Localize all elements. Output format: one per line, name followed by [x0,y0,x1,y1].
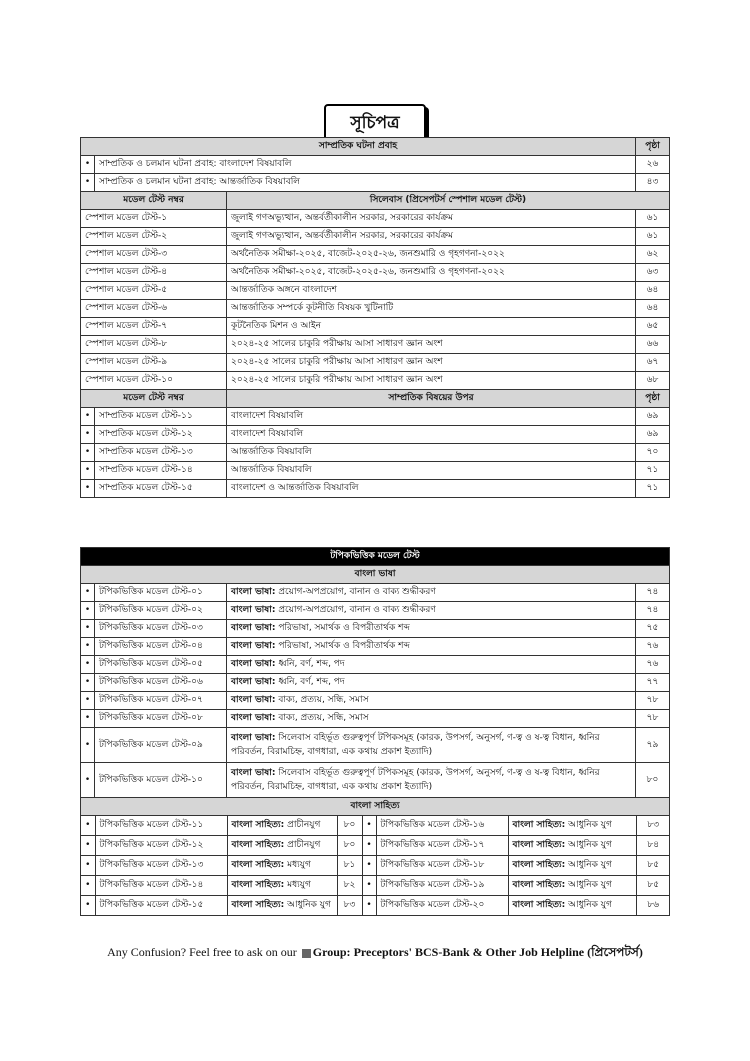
test-syllabus: অর্থনৈতিক সমীক্ষা-২০২৫, বাজেট-২০২৫-২৬, জনশুমারি ও গৃহগণনা-২০২২ [227,246,636,264]
footer-group-label: Group: [312,945,351,959]
table-row [81,876,670,896]
table-row[interactable] [81,656,670,674]
bullet-icon: • [81,856,95,875]
test-syllabus: ২০২৪-২৫ সালের চাকুরি পরীক্ষায় আসা সাধারণ জ্ঞান অংশ [227,354,636,372]
test-name: টপিকভিত্তিক মডেল টেস্ট-০৯ [95,728,227,763]
literature-row-cell [81,816,670,836]
test-subject: বাংলাদেশ ও আন্তর্জাতিক বিষয়াবলি [227,480,636,498]
page-number: ৮০ [337,836,362,855]
bullet-icon: • [81,710,95,728]
test-topic [227,710,636,728]
page-number: ৮৩ [337,896,362,915]
literature-pair[interactable] [81,816,670,835]
test-name: টপিকভিত্তিক মডেল টেস্ট-১৪ [95,876,227,895]
footer-group-name[interactable]: Preceptors' BCS-Bank & Other Job Helpline (প্রিসেপটর্স) [353,945,643,959]
test-name: টপিকভিত্তিক মডেল টেস্ট-১৩ [95,856,227,875]
page-number: ৬৬ [636,336,670,354]
topic-prefix: বাংলা ভাষা: [231,587,276,597]
test-topic [508,816,636,835]
table-row[interactable] [81,246,670,264]
page-title: সূচিপত্র [324,104,425,144]
topic-prefix: বাংলা ভাষা: [231,677,276,687]
topic-text: পরিভাষা, সমার্থক ও বিপরীতার্থক শব্দ [278,623,410,633]
topic-text: সিলেবাস বহির্ভূত গুরুত্বপূর্ণ টপিকসমূহ (কারক, উপসর্গ, অনুসর্গ, ণ-ত্ব ও ষ-ত্ব বিধান, ধ্বনির পরিবর্তন, বিরামচিহ্ন, বাগধারা, এক কথায় প্রকাশ ইত্যাদি) [231,733,600,757]
page-number: ৮০ [636,763,670,798]
topic-prefix: বাংলা ভাষা: [231,605,276,615]
table-row[interactable] [81,728,670,763]
bullet-icon: • [81,602,95,620]
section-header-text: টপিকভিত্তিক মডেল টেস্ট [81,548,670,566]
topic-prefix: বাংলা ভাষা: [231,695,276,705]
test-topic [227,602,636,620]
topic-prefix: বাংলা সাহিত্য: [512,860,566,870]
test-name: সাম্প্রতিক মডেল টেস্ট-১৫ [95,480,227,498]
bullet-icon: • [81,620,95,638]
literature-row-table [81,836,670,855]
table-row[interactable] [81,763,670,798]
topic-text: আধুনিক যুগ [568,840,612,850]
literature-row-table [81,816,670,835]
literature-row-cell [81,856,670,876]
bullet-icon: • [81,426,95,444]
table-row[interactable] [81,444,670,462]
table-row[interactable] [81,692,670,710]
table-row[interactable] [81,462,670,480]
literature-row-cell [81,876,670,896]
test-syllabus: আন্তর্জাতিক সম্পর্কে কূটনীতি বিষয়ক খুটিনাটি [227,300,636,318]
test-name: টপিকভিত্তিক মডেল টেস্ট-১৮ [376,856,508,875]
test-syllabus: ২০২৪-২৫ সালের চাকুরি পরীক্ষায় আসা সাধারণ জ্ঞান অংশ [227,336,636,354]
test-topic [227,763,636,798]
test-topic [227,856,337,875]
page-number: ৬৫ [636,318,670,336]
test-topic [227,836,337,855]
page-number: ৮১ [337,856,362,875]
page-number: ৬৯ [636,408,670,426]
page-column-header: পৃষ্ঠা [636,138,670,156]
contents-table-current [80,137,670,498]
topic-text: পরিভাষা, সমার্থক ও বিপরীতার্থক শব্দ [278,641,410,651]
bullet-icon: • [81,462,95,480]
table-row[interactable] [81,264,670,282]
table-row[interactable] [81,318,670,336]
topic-text: প্রয়োগ-অপপ্রয়োগ, বানান ও বাক্য শুদ্ধীকরণ [278,605,436,615]
test-name: টপিকভিত্তিক মডেল টেস্ট-১৯ [376,876,508,895]
bullet-icon: • [81,728,95,763]
page-number: ৮৫ [636,876,670,895]
test-topic [227,656,636,674]
test-name: টপিকভিত্তিক মডেল টেস্ট-০৩ [95,620,227,638]
page-number: ৬৮ [636,372,670,390]
test-syllabus: জুলাই গণঅভ্যুত্থান, অন্তর্বর্তীকালীন সরকার, সরকারের কার্যক্রম [227,210,636,228]
topic-text: ধ্বনি, বর্ণ, শব্দ, পদ [278,659,345,669]
table-row[interactable] [81,228,670,246]
table-row[interactable] [81,710,670,728]
literature-row-table [81,896,670,915]
page-number: ৭৮ [636,710,670,728]
page-number: ৭৪ [636,602,670,620]
topic-text: বাক্য, প্রত্যয়, সন্ধি, সমাস [278,695,369,705]
literature-row-cell [81,836,670,856]
test-name: সাম্প্রতিক মডেল টেস্ট-১১ [95,408,227,426]
test-name: টপিকভিত্তিক মডেল টেস্ট-০৪ [95,638,227,656]
topic-text: আধুনিক যুগ [568,820,612,830]
test-subject: বাংলাদেশ বিষয়াবলি [227,408,636,426]
bullet-icon: • [81,692,95,710]
test-name: স্পেশাল মডেল টেস্ট-২ [81,228,227,246]
bullet-icon: • [81,174,95,192]
topic-text: আধুনিক যুগ [568,860,612,870]
bullet-icon: • [81,584,95,602]
test-name: টপিকভিত্তিক মডেল টেস্ট-১০ [95,763,227,798]
test-topic [227,728,636,763]
literature-pair[interactable] [81,896,670,915]
topic-prefix: বাংলা সাহিত্য: [231,880,285,890]
bullet-icon: • [81,638,95,656]
contents-table-topic [80,547,670,916]
table-row[interactable] [81,426,670,444]
topic-text: মধ্যযুগ [287,880,311,890]
bullet-icon: • [81,444,95,462]
page-number: ৬৯ [636,426,670,444]
page-number: ৬১ [636,210,670,228]
table-row[interactable] [81,354,670,372]
bullet-icon: • [362,876,376,895]
bullet-icon: • [81,896,95,915]
footer [0,944,750,964]
test-name: স্পেশাল মডেল টেস্ট-১ [81,210,227,228]
page-number: ৮৩ [636,816,670,835]
literature-pair[interactable] [81,856,670,875]
page-number: ৭৬ [636,638,670,656]
test-name: স্পেশাল মডেল টেস্ট-৭ [81,318,227,336]
page-number: ৬৪ [636,282,670,300]
page-number: ৬৪ [636,300,670,318]
bullet-icon: • [81,408,95,426]
topic-text: ধ্বনি, বর্ণ, শব্দ, পদ [278,677,345,687]
topic-text: মধ্যযুগ [287,860,311,870]
table-row[interactable] [81,602,670,620]
test-topic [508,856,636,875]
page-number: ৭৯ [636,728,670,763]
page-number: ৮৫ [636,856,670,875]
test-name: টপিকভিত্তিক মডেল টেস্ট-০৫ [95,656,227,674]
table-row[interactable] [81,300,670,318]
subsection-header [81,798,670,816]
table-row[interactable] [81,674,670,692]
test-topic [227,638,636,656]
table-row[interactable] [81,584,670,602]
section-header [81,390,670,408]
test-name: টপিকভিত্তিক মডেল টেস্ট-১৬ [376,816,508,835]
bullet-icon: • [81,480,95,498]
topic-prefix: বাংলা ভাষা: [231,623,276,633]
test-name: স্পেশাল মডেল টেস্ট-৩ [81,246,227,264]
topic-text: প্রাচীনযুগ [287,820,321,830]
section-header-text: সাম্প্রতিক ঘটনা প্রবাহ [81,138,636,156]
test-topic [508,876,636,895]
page-number: ৭৮ [636,692,670,710]
topic-prefix: বাংলা সাহিত্য: [231,860,285,870]
page-number: ৭১ [636,462,670,480]
test-name: স্পেশাল মডেল টেস্ট-৯ [81,354,227,372]
topic-prefix: বাংলা ভাষা: [231,713,276,723]
test-name: টপিকভিত্তিক মডেল টেস্ট-২০ [376,896,508,915]
column-header-subject: সাম্প্রতিক বিষয়ের উপর [227,390,636,408]
page-number: ৬৭ [636,354,670,372]
topic-prefix: বাংলা সাহিত্য: [512,820,566,830]
table-row[interactable] [81,372,670,390]
table-row[interactable] [81,174,670,192]
page-number: ২৬ [636,156,670,174]
literature-pair[interactable] [81,836,670,855]
bullet-icon: • [362,836,376,855]
entry-title: সাম্প্রতিক ও চলমান ঘটনা প্রবাহ: আন্তর্জাতিক বিষয়াবলি [95,174,636,192]
test-topic [227,816,337,835]
topic-text: সিলেবাস বহির্ভূত গুরুত্বপূর্ণ টপিকসমূহ (কারক, উপসর্গ, অনুসর্গ, ণ-ত্ব ও ষ-ত্ব বিধান, ধ্বনির পরিবর্তন, বিরামচিহ্ন, বাগধারা, এক কথায় প্রকাশ ইত্যাদি) [231,768,600,792]
section-header [81,192,670,210]
facebook-icon [302,949,311,958]
test-syllabus: ২০২৪-২৫ সালের চাকুরি পরীক্ষায় আসা সাধারণ জ্ঞান অংশ [227,372,636,390]
test-topic [227,876,337,895]
bullet-icon: • [81,674,95,692]
test-name: টপিকভিত্তিক মডেল টেস্ট-১৫ [95,896,227,915]
test-name: টপিকভিত্তিক মডেল টেস্ট-০২ [95,602,227,620]
column-header-test-number: মডেল টেস্ট নম্বর [81,390,227,408]
table-row[interactable] [81,210,670,228]
table-row [81,896,670,916]
test-name: স্পেশাল মডেল টেস্ট-৫ [81,282,227,300]
section-header [81,138,670,156]
test-name: টপিকভিত্তিক মডেল টেস্ট-০১ [95,584,227,602]
test-syllabus: অর্থনৈতিক সমীক্ষা-২০২৫, বাজেট-২০২৫-২৬, জনশুমারি ও গৃহগণনা-২০২২ [227,264,636,282]
table-row[interactable] [81,620,670,638]
page-number: ৭৭ [636,674,670,692]
table-row [81,856,670,876]
topic-text: প্রাচীনযুগ [287,840,321,850]
table-row[interactable] [81,282,670,300]
test-syllabus: জুলাই গণঅভ্যুত্থান, অন্তর্বর্তীকালীন সরকার, সরকারের কার্যক্রম [227,228,636,246]
page-number: ৬১ [636,228,670,246]
bullet-icon: • [81,156,95,174]
bullet-icon: • [81,816,95,835]
literature-row-cell [81,896,670,916]
literature-row-table [81,856,670,875]
test-name: টপিকভিত্তিক মডেল টেস্ট-০৬ [95,674,227,692]
topic-prefix: বাংলা সাহিত্য: [512,900,566,910]
test-topic [227,674,636,692]
table-row[interactable] [81,638,670,656]
table-row[interactable] [81,408,670,426]
bullet-icon: • [81,656,95,674]
topic-text: প্রয়োগ-অপপ্রয়োগ, বানান ও বাক্য শুদ্ধীকরণ [278,587,436,597]
page-number: ৭৬ [636,656,670,674]
page-number: ৮০ [337,816,362,835]
test-syllabus: কূটনৈতিক মিশন ও আইন [227,318,636,336]
test-name: স্পেশাল মডেল টেস্ট-৪ [81,264,227,282]
section-header-bar [81,548,670,566]
page-number: ৭৪ [636,584,670,602]
test-topic [227,584,636,602]
entry-title: সাম্প্রতিক ও চলমান ঘটনা প্রবাহ: বাংলাদেশ বিষয়াবলি [95,156,636,174]
subsection-header-text: বাংলা ভাষা [81,566,670,584]
topic-prefix: বাংলা সাহিত্য: [231,840,285,850]
bullet-icon: • [81,763,95,798]
table-row[interactable] [81,480,670,498]
page-column-header: পৃষ্ঠা [636,390,670,408]
topic-prefix: বাংলা সাহিত্য: [231,820,285,830]
subsection-header-text: বাংলা সাহিত্য [81,798,670,816]
test-topic [508,836,636,855]
test-name: সাম্প্রতিক মডেল টেস্ট-১৪ [95,462,227,480]
table-row [81,836,670,856]
test-topic [227,692,636,710]
page-number: ৭৫ [636,620,670,638]
topic-prefix: বাংলা ভাষা: [231,733,276,743]
test-name: টপিকভিত্তিক মডেল টেস্ট-১২ [95,836,227,855]
topic-prefix: বাংলা ভাষা: [231,641,276,651]
test-name: স্পেশাল মডেল টেস্ট-৬ [81,300,227,318]
topic-text: আধুনিক যুগ [568,900,612,910]
page-number: ৪৩ [636,174,670,192]
topic-prefix: বাংলা সাহিত্য: [512,880,566,890]
bullet-icon: • [81,876,95,895]
page-number: ৮২ [337,876,362,895]
test-subject: আন্তর্জাতিক বিষয়াবলি [227,444,636,462]
page-number: ৬২ [636,246,670,264]
test-name: সাম্প্রতিক মডেল টেস্ট-১৩ [95,444,227,462]
bullet-icon: • [362,856,376,875]
column-header-syllabus: সিলেবাস (প্রিসেপটর্স স্পেশাল মডেল টেস্ট) [227,192,670,210]
page-number: ৮৪ [636,836,670,855]
page-number: ৭০ [636,444,670,462]
page-number: ৬৩ [636,264,670,282]
test-topic [508,896,636,915]
bullet-icon: • [362,816,376,835]
test-name: টপিকভিত্তিক মডেল টেস্ট-০৭ [95,692,227,710]
topic-text: বাক্য, প্রত্যয়, সন্ধি, সমাস [278,713,369,723]
bullet-icon: • [81,836,95,855]
topic-prefix: বাংলা ভাষা: [231,659,276,669]
page-number: ৭১ [636,480,670,498]
test-name: টপিকভিত্তিক মডেল টেস্ট-১৭ [376,836,508,855]
bullet-icon: • [362,896,376,915]
table-row[interactable] [81,336,670,354]
table-row[interactable] [81,156,670,174]
subsection-header [81,566,670,584]
test-topic [227,620,636,638]
column-header-test-number: মডেল টেস্ট নম্বর [81,192,227,210]
topic-prefix: বাংলা ভাষা: [231,768,276,778]
topic-text: আধুনিক যুগ [568,880,612,890]
test-subject: আন্তর্জাতিক বিষয়াবলি [227,462,636,480]
topic-text: আধুনিক যুগ [287,900,331,910]
test-name: সাম্প্রতিক মডেল টেস্ট-১২ [95,426,227,444]
footer-prefix: Any Confusion? Feel free to ask on our [107,945,297,959]
topic-prefix: বাংলা সাহিত্য: [231,900,285,910]
test-subject: বাংলাদেশ বিষয়াবলি [227,426,636,444]
test-name: স্পেশাল মডেল টেস্ট-১০ [81,372,227,390]
page-number: ৮৬ [636,896,670,915]
test-name: টপিকভিত্তিক মডেল টেস্ট-০৮ [95,710,227,728]
test-syllabus: আন্তর্জাতিক অঙ্গনে বাংলাদেশ [227,282,636,300]
test-topic [227,896,337,915]
test-name: টপিকভিত্তিক মডেল টেস্ট-১১ [95,816,227,835]
topic-prefix: বাংলা সাহিত্য: [512,840,566,850]
test-name: স্পেশাল মডেল টেস্ট-৮ [81,336,227,354]
literature-pair[interactable] [81,876,670,895]
table-row [81,816,670,836]
literature-row-table [81,876,670,895]
